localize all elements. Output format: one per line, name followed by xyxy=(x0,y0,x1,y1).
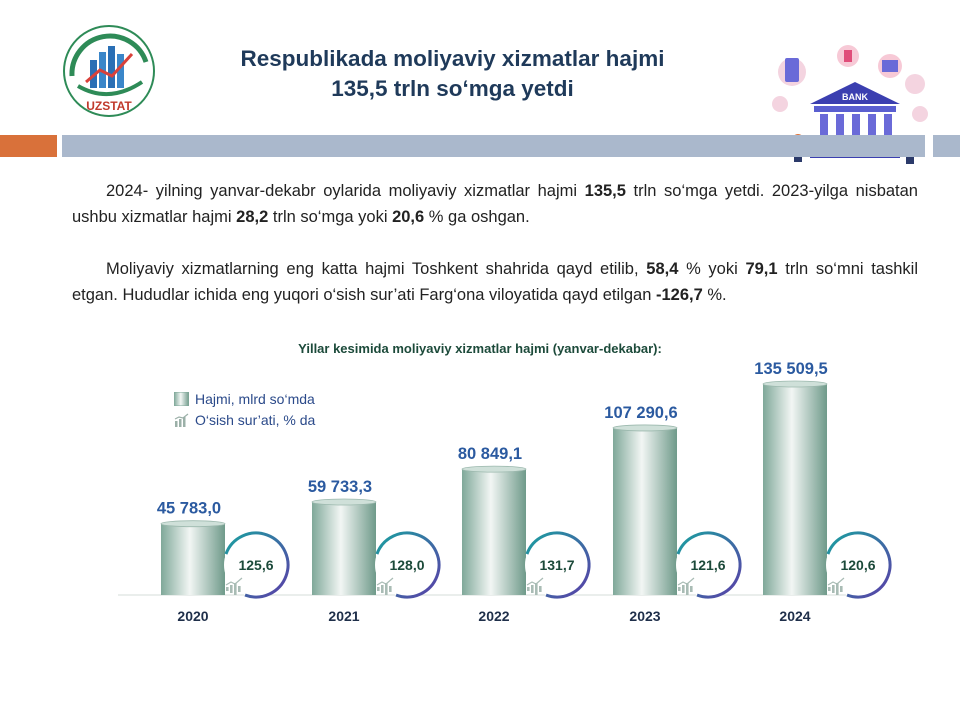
volume-value-label: 45 783,0 xyxy=(156,499,222,518)
page-title xyxy=(160,44,745,104)
header-accent-bar xyxy=(0,135,57,157)
volume-bar xyxy=(763,384,827,595)
growth-rate-label: 125,6 xyxy=(238,557,274,573)
legend-item-growth: O‘sish sur’ati, % da xyxy=(174,409,315,430)
summary-paragraph-1: 2024- yilning yanvar-dekabr oylarida moliyaviy xizmatlar hajmi 135,5 trln so‘mga yetdi. 2023-yilga nisbatan ushbu xizmatlar hajmi 28,2 trln so‘mga yoki 20,6 % ga oshgan. xyxy=(72,182,918,226)
summary-paragraph-2: Moliyaviy xizmatlarning eng katta hajmi Toshkent shahrida qayd etilib, 58,4 % yoki 79,1 trln so‘mni tashkil etgan. Hududlar ichida eng yuqori o‘sish sur’ati Farg‘ona viloyatida qayd etilgan -126,7 %. xyxy=(72,260,918,304)
growth-chart-icon xyxy=(174,413,189,427)
volume-value-label: 135 509,5 xyxy=(754,360,828,378)
volume-value-label: 80 849,1 xyxy=(457,445,523,464)
uzstat-logo xyxy=(62,24,156,118)
legend-item-volume: Hajmi, mlrd so‘mda xyxy=(174,388,315,409)
growth-rate-label: 120,6 xyxy=(840,557,876,573)
page-title-line1: Respublikada moliyaviy xizmatlar hajmi xyxy=(240,46,665,71)
bar-swatch-icon xyxy=(174,392,189,406)
volume-bar xyxy=(312,502,376,595)
bank-label: BANK xyxy=(842,92,868,102)
year-tick-label: 2020 xyxy=(177,608,209,624)
header-divider-bar xyxy=(62,135,925,157)
year-tick-label: 2022 xyxy=(478,608,510,624)
volume-bar-top xyxy=(312,499,376,505)
volume-bar-top xyxy=(763,381,827,387)
volume-value-label: 59 733,3 xyxy=(307,477,373,496)
volume-bar xyxy=(161,524,225,595)
volume-bar-top xyxy=(462,466,526,472)
year-tick-label: 2021 xyxy=(328,608,360,624)
growth-rate-label: 128,0 xyxy=(389,557,425,573)
volume-bar xyxy=(613,428,677,595)
volume-value-label: 107 290,6 xyxy=(604,403,678,422)
growth-rate-label: 121,6 xyxy=(690,557,726,573)
growth-rate-label: 131,7 xyxy=(539,557,575,573)
year-tick-label: 2023 xyxy=(629,608,661,624)
chart-legend xyxy=(174,388,315,430)
page-title-line2: 135,5 trln so‘mga yetdi xyxy=(331,76,574,101)
chart-title: Yillar kesimida moliyaviy xizmatlar hajmi (yanvar-dekabar): xyxy=(298,341,662,356)
year-tick-label: 2024 xyxy=(779,608,811,624)
volume-bar xyxy=(462,469,526,595)
volume-bar-top xyxy=(161,521,225,527)
volume-bar-top xyxy=(613,425,677,431)
header-divider-bar-right xyxy=(933,135,960,157)
logo-text: UZSTAT xyxy=(86,99,132,113)
volume-bar-chart xyxy=(0,360,960,650)
